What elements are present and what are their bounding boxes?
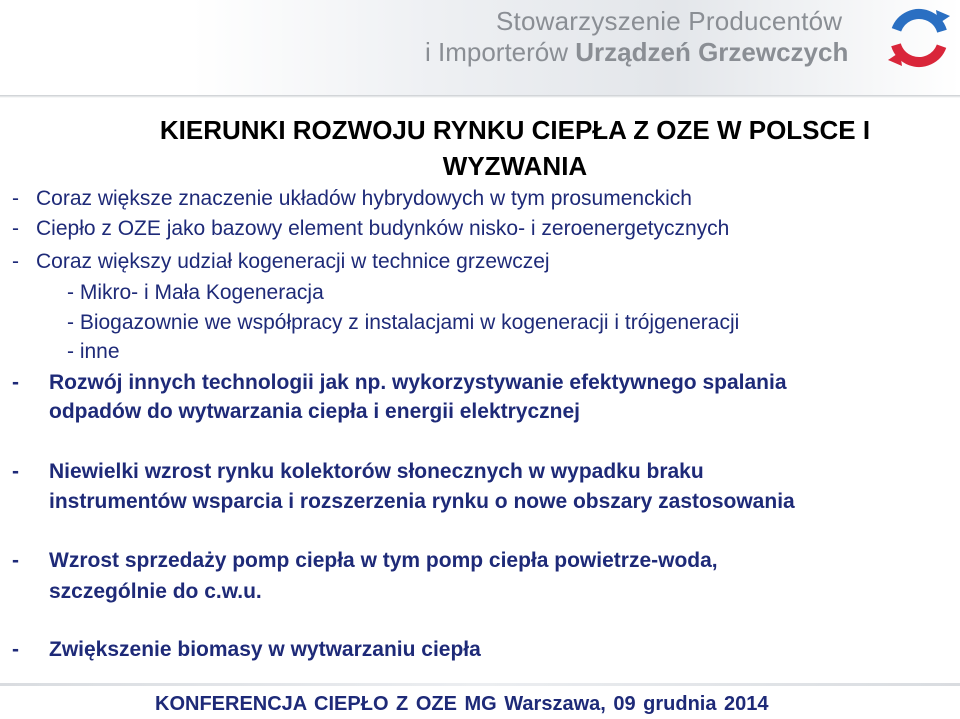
bullet-dash: - [12,460,19,483]
sub-bullet-other: - inne [67,340,120,363]
bullet-other-technologies: Rozwój innych technologii jak np. wykorzystywanie efektywnego spalania [49,371,787,394]
bullet-heat-pumps: Wzrost sprzedaży pomp ciepła w tym pomp ciepła powietrze-woda, [49,549,718,572]
slide-header [0,0,960,95]
slide-title-line2: WYZWANIA [442,151,588,181]
slide-title [70,112,960,184]
slide-title-line1: KIERUNKI ROZWOJU RYNKU CIEPŁA Z OZE W POLSCE I [159,115,871,145]
bullet-dash: - [12,549,19,572]
bullet-other-technologies-cont: odpadów do wytwarzania ciepła i energii elektrycznej [49,400,580,423]
bullet-dash: - [12,371,19,394]
organization-name-line1: Stowarzyszenie Producentów [496,6,843,36]
bullet-cogeneration: Coraz większy udział kogeneracji w technice grzewczej [36,250,550,273]
sub-bullet-micro-cogeneration: - Mikro- i Mała Kogeneracja [67,281,324,304]
bullet-solar-collectors: Niewielki wzrost rynku kolektorów słonecznych w wypadku braku [49,460,704,483]
footer-divider [0,683,960,686]
bullet-dash: - [12,187,19,210]
bullet-hybrid-systems: Coraz większe znaczenie układów hybrydowych w tym prosumenckich [36,187,692,210]
bullet-oze-heat: Ciepło z OZE jako bazowy element budynków nisko- i zeroenergetycznych [36,217,730,240]
circular-arrows-logo-icon [884,2,954,72]
bullet-dash: - [12,638,19,661]
bullet-solar-collectors-cont: instrumentów wsparcia i rozszerzenia rynku o nowe obszary zastosowania [49,490,795,513]
organization-name-line2 [425,37,848,68]
bullet-dash: - [12,250,19,273]
organization-name-regular: i Importerów [425,37,576,67]
bullet-biomass: Zwiększenie biomasy w wytwarzaniu ciepła [49,638,481,661]
header-divider [0,95,960,98]
footer-conference-info: KONFERENCJA CIEPŁO Z OZE MG Warszawa, 09 grudnia 2014 [155,693,769,715]
organization-name-bold: Urządzeń Grzewczych [575,37,849,67]
bullet-heat-pumps-cont: szczególnie do c.w.u. [49,580,262,603]
sub-bullet-biogas: - Biogazownie we współpracy z instalacjami w kogeneracji i trójgeneracji [67,311,740,334]
bullet-dash: - [12,217,19,240]
